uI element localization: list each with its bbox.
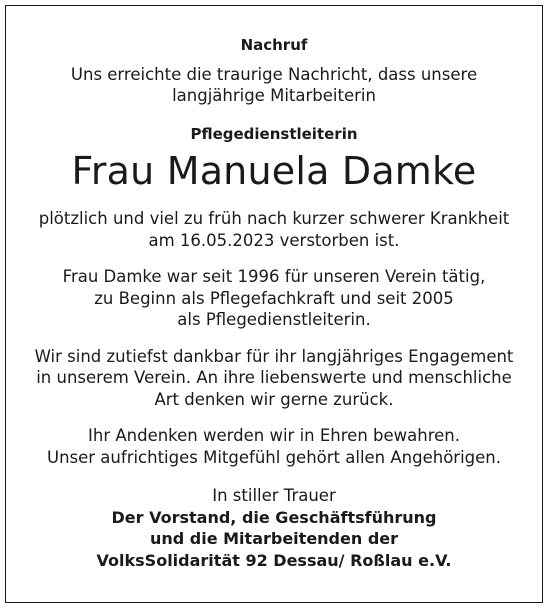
paragraph-condolence — [5, 425, 543, 468]
intro-text — [5, 64, 543, 106]
position-title — [5, 124, 543, 144]
heading-text: Nachruf — [240, 36, 308, 54]
closing-text: In stiller Trauer — [212, 486, 336, 505]
paragraph-line: am 16.05.2023 verstorben ist. — [148, 230, 400, 250]
intro-line: Uns erreichte die traurige Nachricht, dass unsere — [70, 65, 478, 84]
obituary-notice — [5, 5, 543, 571]
paragraph-line: Art denken wir gerne zurück. — [154, 389, 394, 409]
signature-line: und die Mitarbeitenden der — [149, 529, 399, 548]
notice-heading — [5, 35, 543, 55]
paragraph-line: Unser aufrichtiges Mitgefühl gehört allen Angehörigen. — [47, 447, 501, 467]
position-text: Pflegedienstleiterin — [190, 125, 358, 143]
paragraph-death — [5, 208, 543, 251]
deceased-name — [5, 148, 543, 194]
paragraph-line: Wir sind zutiefst dankbar für ihr langjähriges Engagement — [34, 346, 514, 366]
paragraph-career — [5, 266, 543, 331]
intro-line: langjährige Mitarbeiterin — [172, 86, 376, 105]
closing-block — [5, 485, 543, 571]
paragraph-gratitude — [5, 346, 543, 411]
name-text: Frau Manuela Damke — [71, 149, 477, 193]
paragraph-line: Frau Damke war seit 1996 für unseren Verein tätig, — [62, 267, 486, 286]
paragraph-line: zu Beginn als Pflegefachkraft und seit 2005 — [94, 288, 454, 308]
paragraph-line: in unserem Verein. An ihre liebenswerte und menschliche — [36, 368, 512, 387]
signature-line: VolksSolidarität 92 Dessau/ Roßlau e.V. — [96, 550, 452, 570]
paragraph-line: Ihr Andenken werden wir in Ehren bewahren. — [88, 426, 460, 445]
paragraph-line: plötzlich und viel zu früh nach kurzer schwerer Krankheit — [38, 209, 510, 228]
paragraph-line: als Pflegedienstleiterin. — [177, 310, 371, 329]
signature-line: Der Vorstand, die Geschäftsführung — [111, 507, 437, 527]
